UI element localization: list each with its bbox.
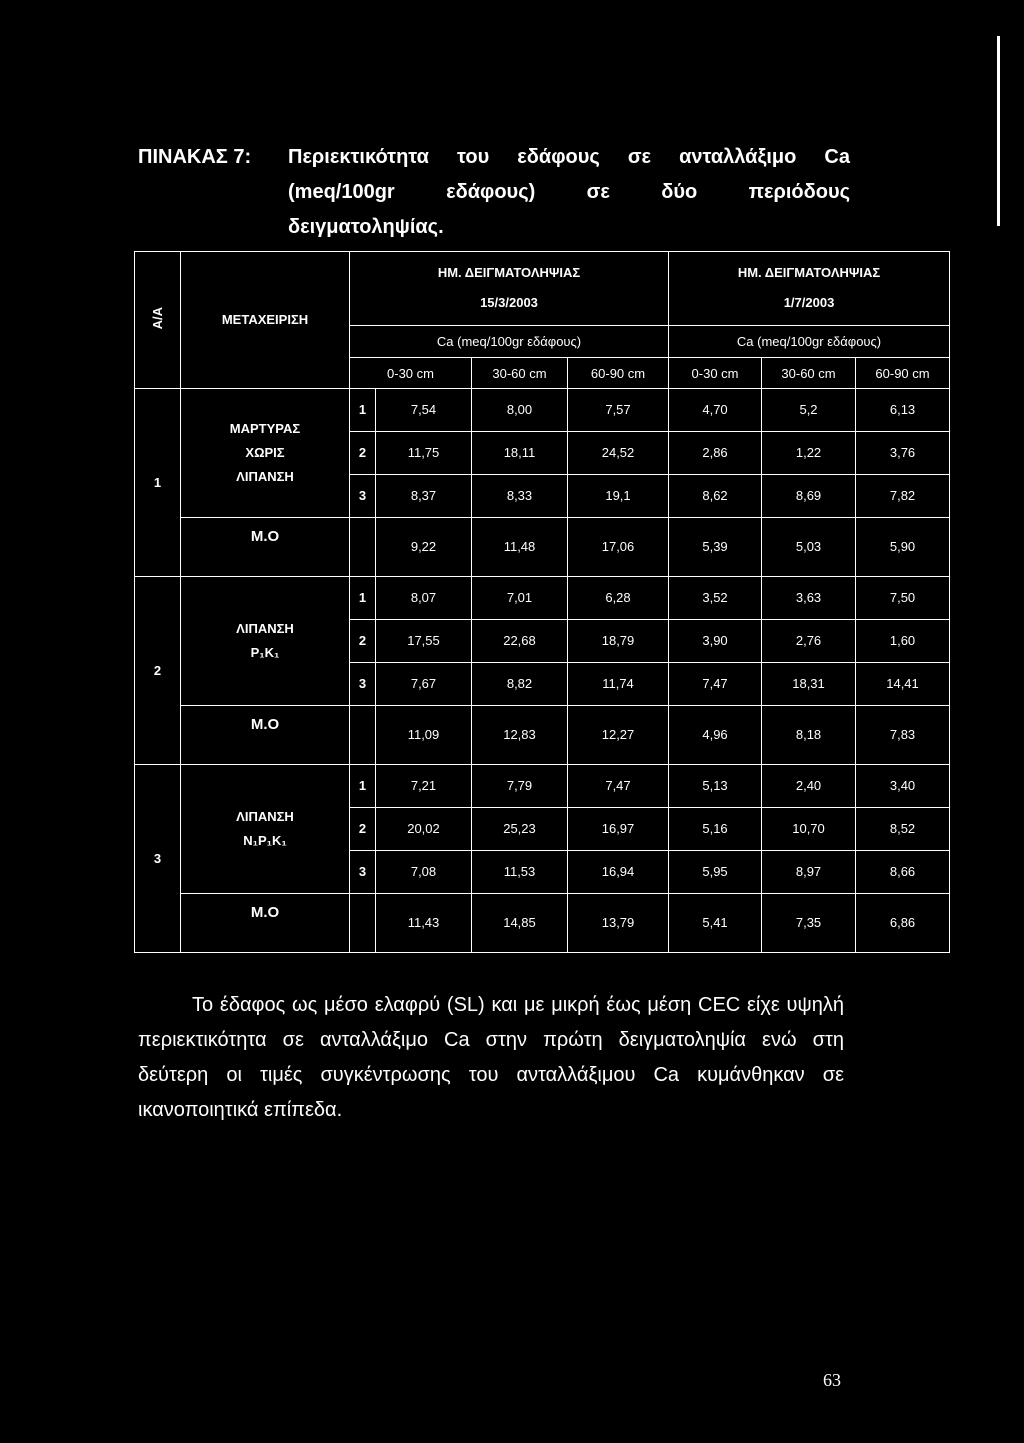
mean-value-cell: 14,85 [472, 893, 568, 952]
scan-edge-line [997, 36, 1000, 226]
rep-number: 2 [350, 807, 376, 850]
treatment-line: ΛΙΠΑΝΣΗ [236, 620, 294, 636]
mean-row [135, 517, 950, 576]
rep-number: 1 [350, 764, 376, 807]
value-cell: 18,31 [762, 662, 856, 705]
value-cell: 1,22 [762, 431, 856, 474]
treatment-line: P₁K₁ [250, 644, 280, 660]
value-cell: 3,90 [669, 619, 762, 662]
col-treatment-header: ΜΕΤΑΧΕΙΡΙΣΗ [181, 252, 350, 389]
mean-row [135, 893, 950, 952]
mean-value-cell: 4,96 [669, 705, 762, 764]
value-cell: 3,40 [856, 764, 950, 807]
period-1-header: ΗΜ. ΔΕΙΓΜΑΤΟΛΗΨΙΑΣ 15/3/2003 [350, 252, 669, 326]
mean-value-cell: 9,22 [376, 517, 472, 576]
treatment-line: ΛΙΠΑΝΣΗ [236, 808, 294, 824]
mean-value-cell: 13,79 [568, 893, 669, 952]
value-cell: 7,47 [568, 764, 669, 807]
caption-line-1: Περιεκτικότητα του εδάφους σε ανταλλάξιμο Ca [288, 146, 850, 168]
mean-value-cell: 5,41 [669, 893, 762, 952]
value-cell: 19,1 [568, 474, 669, 517]
value-cell: 6,13 [856, 388, 950, 431]
value-cell: 7,82 [856, 474, 950, 517]
depth-header-2: 30-60 cm [472, 358, 568, 389]
treatment-line: ΜΑΡΤΥΡΑΣ [229, 420, 301, 436]
value-cell: 8,52 [856, 807, 950, 850]
value-cell: 18,11 [472, 431, 568, 474]
value-cell: 18,79 [568, 619, 669, 662]
value-cell: 7,50 [856, 576, 950, 619]
group-index: 3 [135, 764, 181, 952]
table-caption [138, 140, 850, 245]
rep-number: 3 [350, 850, 376, 893]
rep-number: 1 [350, 388, 376, 431]
calcium-table [134, 251, 950, 953]
value-cell: 17,55 [376, 619, 472, 662]
mean-label: Μ.Ο [181, 517, 350, 576]
value-cell: 20,02 [376, 807, 472, 850]
value-cell: 11,53 [472, 850, 568, 893]
mean-value-cell: 11,09 [376, 705, 472, 764]
paragraph-line-4: ικανοποιητικά επίπεδα. [138, 1099, 343, 1121]
value-cell: 10,70 [762, 807, 856, 850]
value-cell: 8,37 [376, 474, 472, 517]
value-cell: 7,47 [669, 662, 762, 705]
caption-label: ΠΙΝΑΚΑΣ 7: [138, 146, 252, 168]
mean-spacer [350, 517, 376, 576]
period-2-unit: Ca (meq/100gr εδάφους) [669, 325, 950, 358]
group-treatment [181, 576, 350, 705]
value-cell: 2,40 [762, 764, 856, 807]
depth-header-4: 0-30 cm [669, 358, 762, 389]
rep-number: 3 [350, 474, 376, 517]
value-cell: 8,82 [472, 662, 568, 705]
depth-header-1: 0-30 cm [350, 358, 472, 389]
value-cell: 5,2 [762, 388, 856, 431]
value-cell: 8,66 [856, 850, 950, 893]
depth-header-3: 60-90 cm [568, 358, 669, 389]
rep-number: 3 [350, 662, 376, 705]
value-cell: 7,01 [472, 576, 568, 619]
mean-spacer [350, 893, 376, 952]
value-cell: 2,86 [669, 431, 762, 474]
group-treatment [181, 388, 350, 517]
value-cell: 8,00 [472, 388, 568, 431]
col-index-header: Α/Α [135, 252, 181, 389]
treatment-line: ΛΙΠΑΝΣΗ [236, 468, 294, 484]
value-cell: 8,97 [762, 850, 856, 893]
value-cell: 5,13 [669, 764, 762, 807]
mean-row [135, 705, 950, 764]
depth-header-6: 60-90 cm [856, 358, 950, 389]
value-cell: 6,28 [568, 576, 669, 619]
mean-value-cell: 12,27 [568, 705, 669, 764]
depth-header-5: 30-60 cm [762, 358, 856, 389]
value-cell: 3,52 [669, 576, 762, 619]
table-row [135, 388, 950, 431]
value-cell: 5,16 [669, 807, 762, 850]
mean-value-cell: 6,86 [856, 893, 950, 952]
mean-value-cell: 7,83 [856, 705, 950, 764]
value-cell: 8,07 [376, 576, 472, 619]
value-cell: 8,62 [669, 474, 762, 517]
value-cell: 24,52 [568, 431, 669, 474]
value-cell: 3,63 [762, 576, 856, 619]
value-cell: 7,67 [376, 662, 472, 705]
page-number: 63 [823, 1370, 841, 1390]
value-cell: 16,97 [568, 807, 669, 850]
table-row [135, 764, 950, 807]
paragraph-line-2: περιεκτικότητα σε ανταλλάξιμο Ca στην πρώτη δειγματοληψία ενώ στη [138, 1029, 844, 1051]
caption-line-2: (meq/100gr εδάφους) σε δύο περιόδους [288, 181, 850, 203]
rep-number: 2 [350, 431, 376, 474]
rep-number: 2 [350, 619, 376, 662]
mean-spacer [350, 705, 376, 764]
group-index: 2 [135, 576, 181, 764]
value-cell: 16,94 [568, 850, 669, 893]
mean-label: Μ.Ο [181, 705, 350, 764]
mean-value-cell: 7,35 [762, 893, 856, 952]
value-cell: 3,76 [856, 431, 950, 474]
table-row [135, 576, 950, 619]
value-cell: 8,33 [472, 474, 568, 517]
mean-value-cell: 5,90 [856, 517, 950, 576]
treatment-line: N₁P₁K₁ [243, 832, 287, 848]
period-2-header: ΗΜ. ΔΕΙΓΜΑΤΟΛΗΨΙΑΣ 1/7/2003 [669, 252, 950, 326]
group-index: 1 [135, 388, 181, 576]
rep-number: 1 [350, 576, 376, 619]
caption-line-3: δειγματοληψίας. [288, 216, 444, 238]
body-paragraph [138, 988, 844, 1128]
value-cell: 7,79 [472, 764, 568, 807]
value-cell: 7,08 [376, 850, 472, 893]
treatment-line: ΧΩΡΙΣ [245, 444, 285, 460]
mean-value-cell: 11,43 [376, 893, 472, 952]
value-cell: 8,69 [762, 474, 856, 517]
value-cell: 1,60 [856, 619, 950, 662]
period-1-unit: Ca (meq/100gr εδάφους) [350, 325, 669, 358]
value-cell: 7,57 [568, 388, 669, 431]
value-cell: 11,75 [376, 431, 472, 474]
value-cell: 22,68 [472, 619, 568, 662]
value-cell: 5,95 [669, 850, 762, 893]
value-cell: 7,54 [376, 388, 472, 431]
value-cell: 4,70 [669, 388, 762, 431]
mean-value-cell: 5,39 [669, 517, 762, 576]
value-cell: 11,74 [568, 662, 669, 705]
table-body [135, 252, 950, 953]
paragraph-line-3: δεύτερη οι τιμές συγκέντρωσης του ανταλλάξιμου Ca κυμάνθηκαν σε [138, 1064, 844, 1086]
value-cell: 14,41 [856, 662, 950, 705]
value-cell: 2,76 [762, 619, 856, 662]
value-cell: 25,23 [472, 807, 568, 850]
paragraph-line-1: Το έδαφος ως μέσο ελαφρύ (SL) και με μικρή έως μέση CEC είχε υψηλή [192, 994, 844, 1016]
mean-value-cell: 5,03 [762, 517, 856, 576]
mean-label: Μ.Ο [181, 893, 350, 952]
mean-value-cell: 8,18 [762, 705, 856, 764]
value-cell: 7,21 [376, 764, 472, 807]
group-treatment [181, 764, 350, 893]
mean-value-cell: 12,83 [472, 705, 568, 764]
mean-value-cell: 17,06 [568, 517, 669, 576]
mean-value-cell: 11,48 [472, 517, 568, 576]
